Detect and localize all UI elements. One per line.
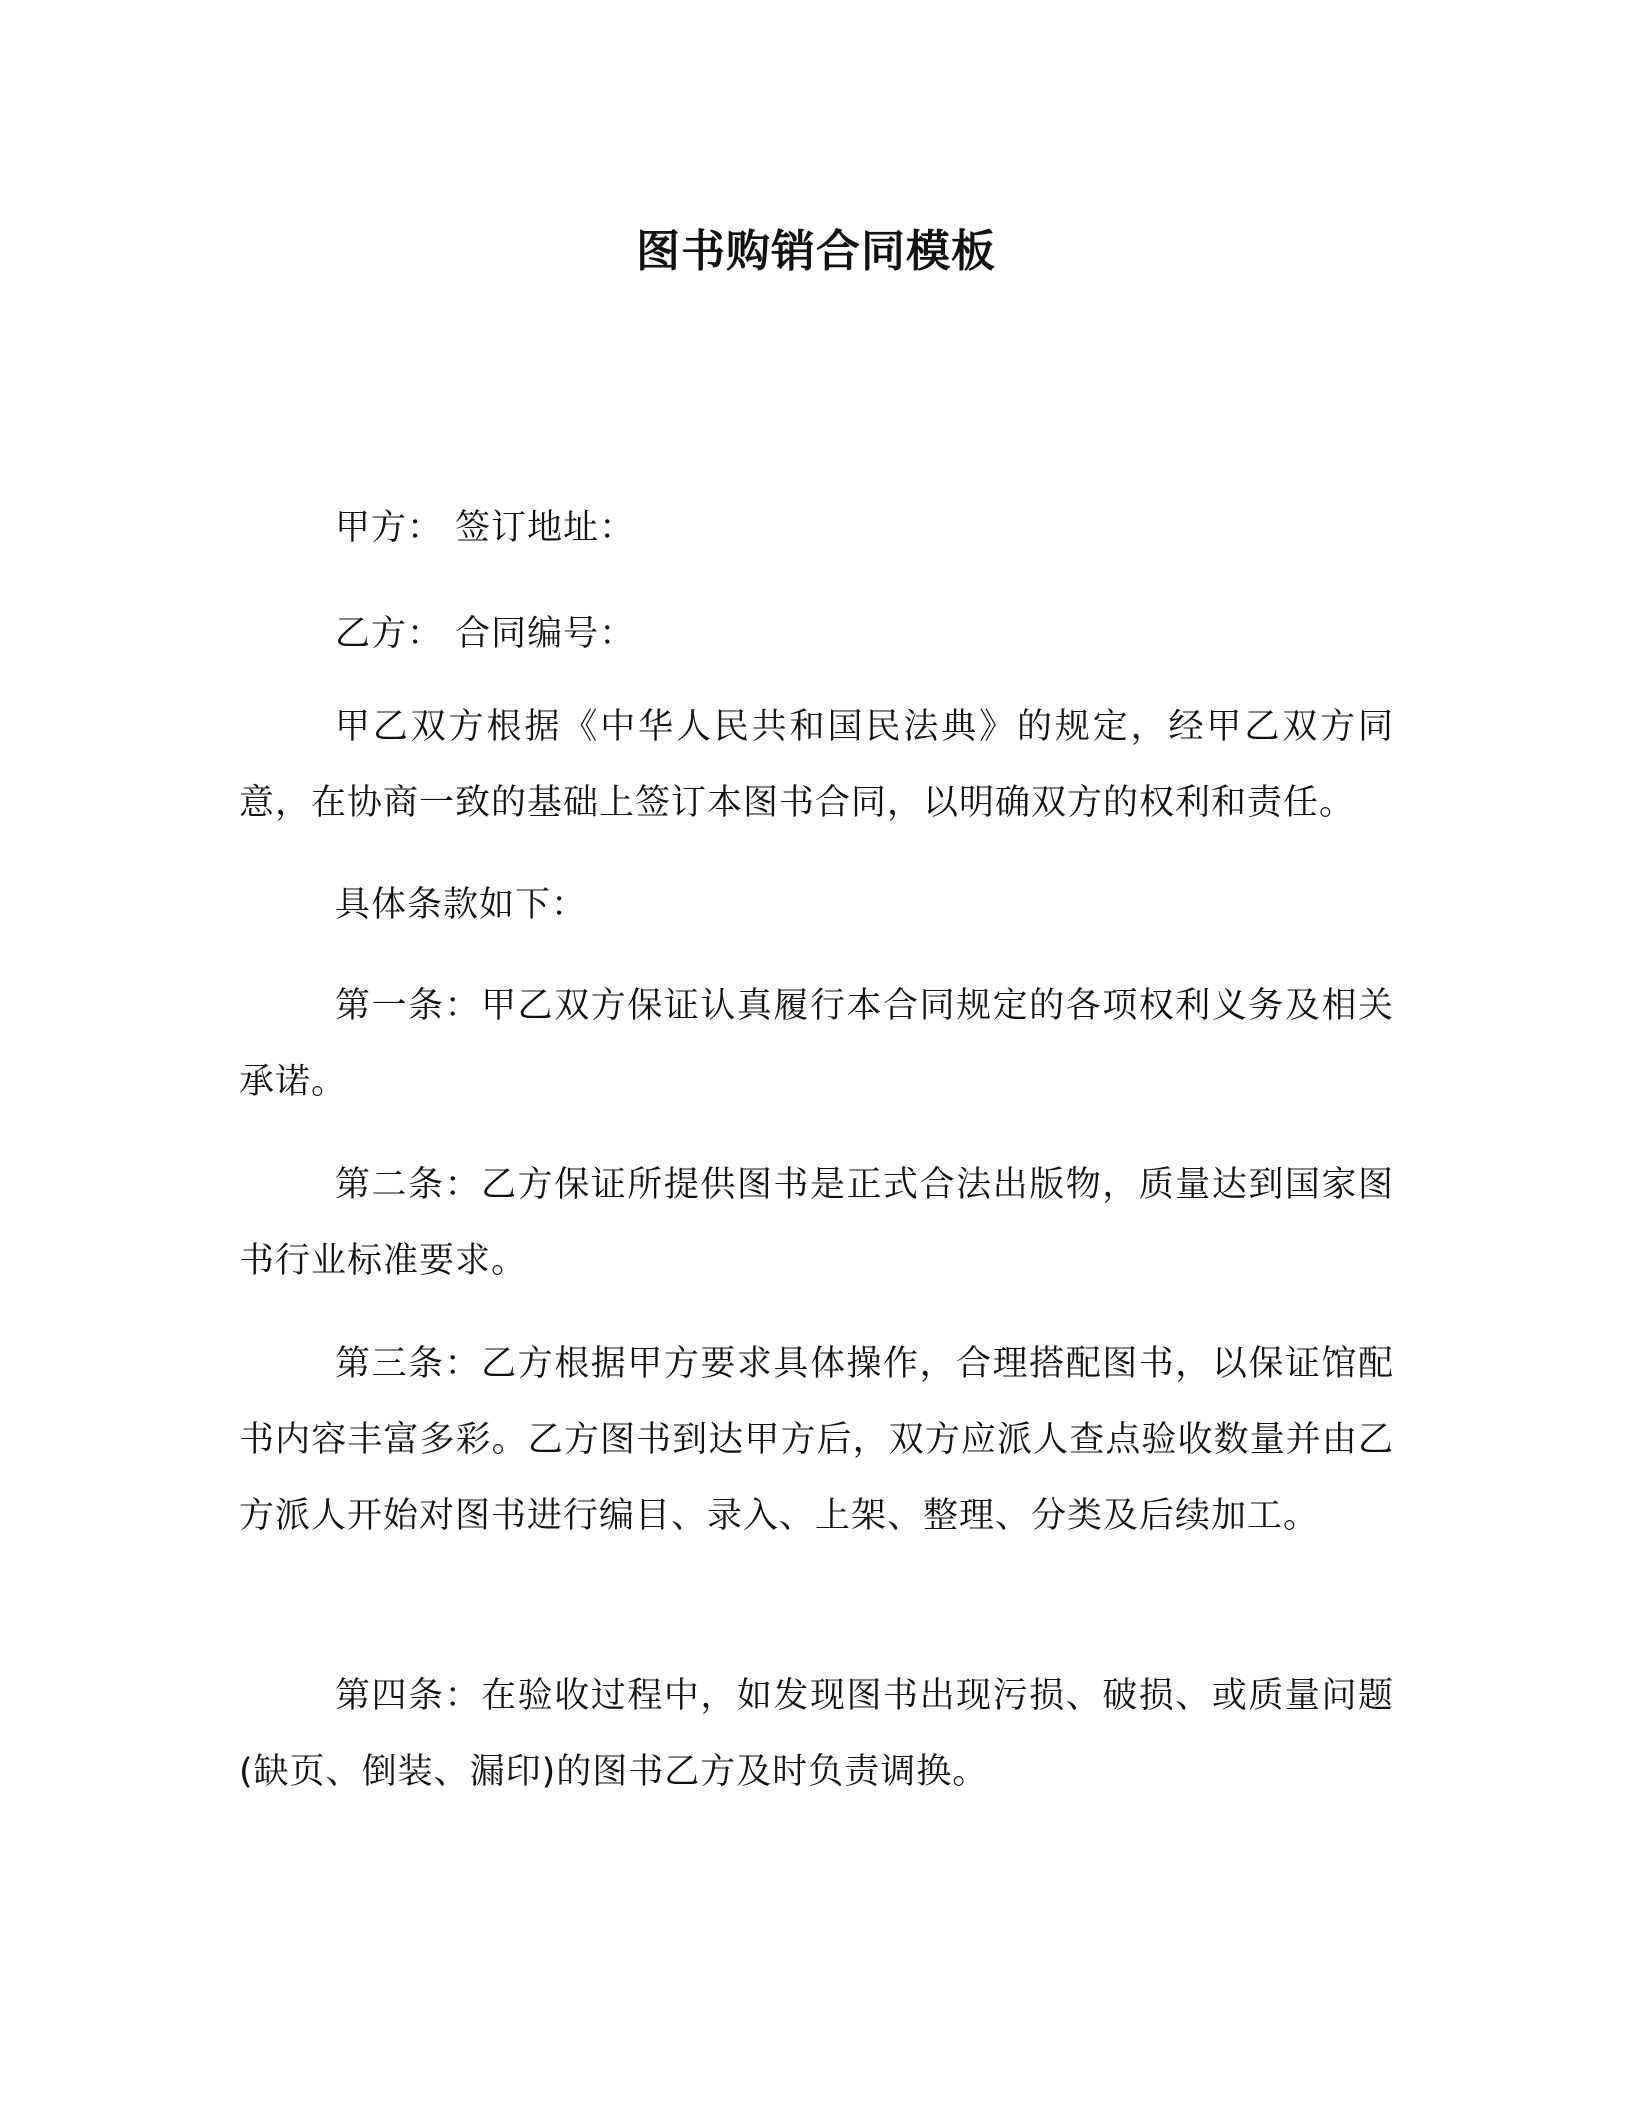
party-a-line: 甲方： 签订地址： [335,508,636,548]
preamble-paragraph: 甲乙双方根据《中华人民共和国民法典》的规定，经甲乙双方同意，在协商一致的基础上签订本图书合同，以明确双方的权利和责任。 [239,707,1394,823]
article-4: 第四条：在验收过程中，如发现图书出现污损、破损、或质量问题(缺页、倒装、漏印)的图书乙方及时负责调换。 [239,1676,1394,1792]
terms-intro: 具体条款如下： [335,885,588,925]
article-3: 第三条：乙方根据甲方要求具体操作，合理搭配图书，以保证馆配书内容丰富多彩。乙方图书到达甲方后，双方应派人查点验收数量并由乙方派人开始对图书进行编目、录入、上架、整理、分类及后续加工。 [239,1344,1394,1536]
article-1: 第一条：甲乙双方保证认真履行本合同规定的各项权利义务及相关承诺。 [239,986,1394,1102]
article-2: 第二条：乙方保证所提供图书是正式合法出版物，质量达到国家图书行业标准要求。 [239,1165,1394,1281]
document-title: 图书购销合同模板 [636,226,996,277]
party-b-line: 乙方： 合同编号： [335,614,636,654]
